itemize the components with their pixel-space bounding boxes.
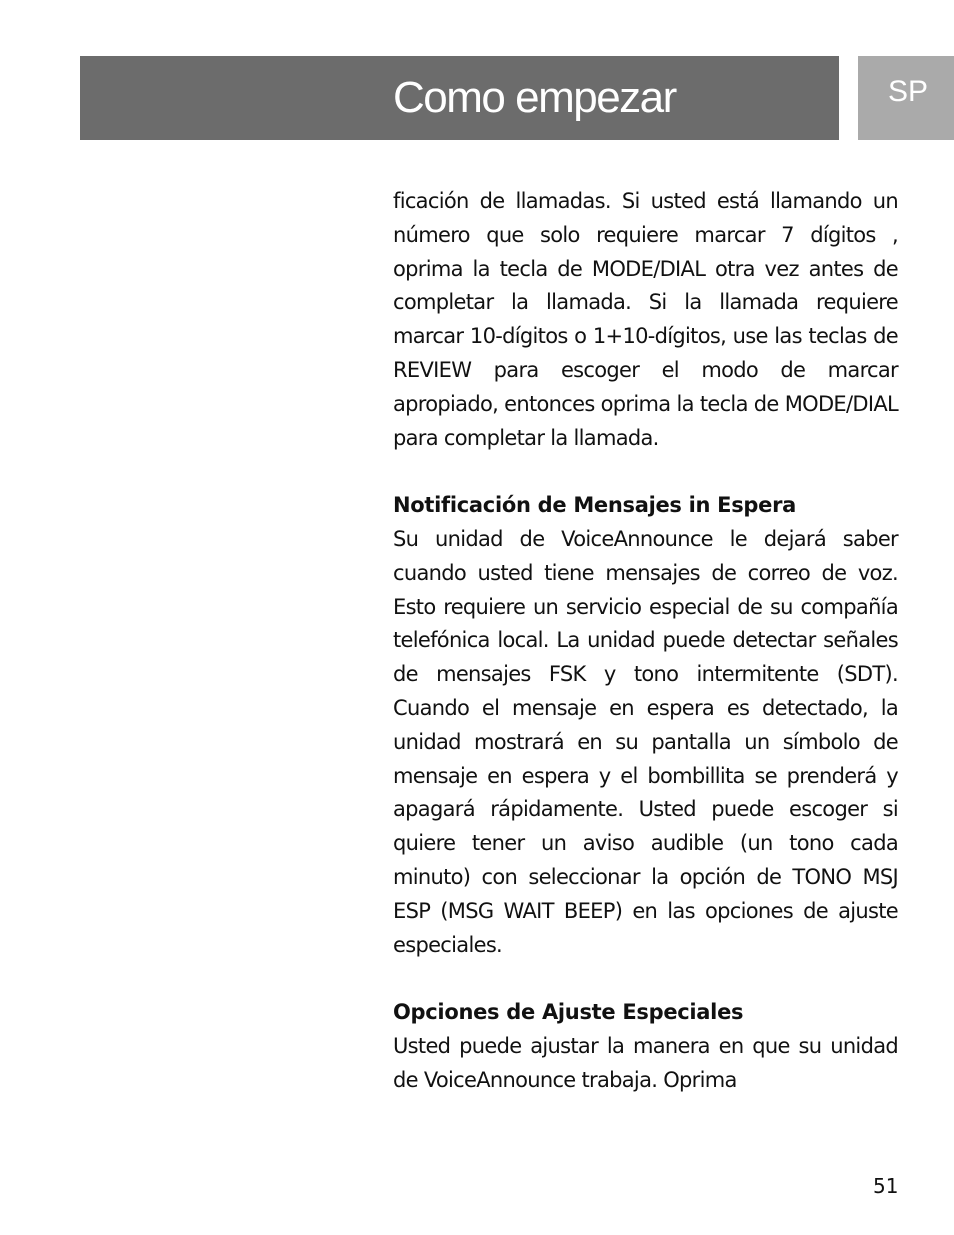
paragraph-spacer: [393, 455, 898, 489]
title-bar: [80, 56, 839, 140]
intro-paragraph: ficación de llamadas. Si usted está llamando un número que solo requiere marcar 7 dígitos , oprima la tecla de MODE/DIAL otra vez antes de completar la llamada. Si la llamada requiere marcar 10-dígitos o 1+10-dígitos, use las teclas de REVIEW para escoger el modo de marcar apropiado, entonces oprima la tecla de MODE/DIAL para completar la llamada.: [393, 189, 898, 450]
section-body-message-waiting: Su unidad de VoiceAnnounce le dejará saber cuando usted tiene mensajes de correo de voz. Esto requiere un servicio especial de su compañía telefónica local. La unidad puede detectar señales de mensajes FSK y tono intermitente (SDT). Cuando el mensaje en espera es detectado, la unidad mostrará en su pantalla un símbolo de mensaje en espera y el bombillita se prenderá y apagará rápidamente. Usted puede escoger si quiere tener un aviso audible (un tono cada minuto) con seleccionar la opción de TONO MSJ ESP (MSG WAIT BEEP) en las opciones de ajuste especiales.: [393, 526, 898, 957]
section-body-special-settings: Usted puede ajustar la manera en que su unidad de VoiceAnnounce trabaja. Oprima: [393, 1033, 898, 1092]
section-heading-message-waiting: Notificación de Mensajes in Espera: [393, 493, 797, 518]
language-tab: [858, 56, 954, 140]
language-tab-label: SP: [888, 75, 929, 108]
page-number: 51: [873, 1174, 899, 1198]
main-content: [393, 185, 898, 1098]
paragraph-spacer: [393, 962, 898, 996]
section-heading-special-settings: Opciones de Ajuste Especiales: [393, 1000, 744, 1025]
page-title: Como empezar: [393, 73, 676, 122]
